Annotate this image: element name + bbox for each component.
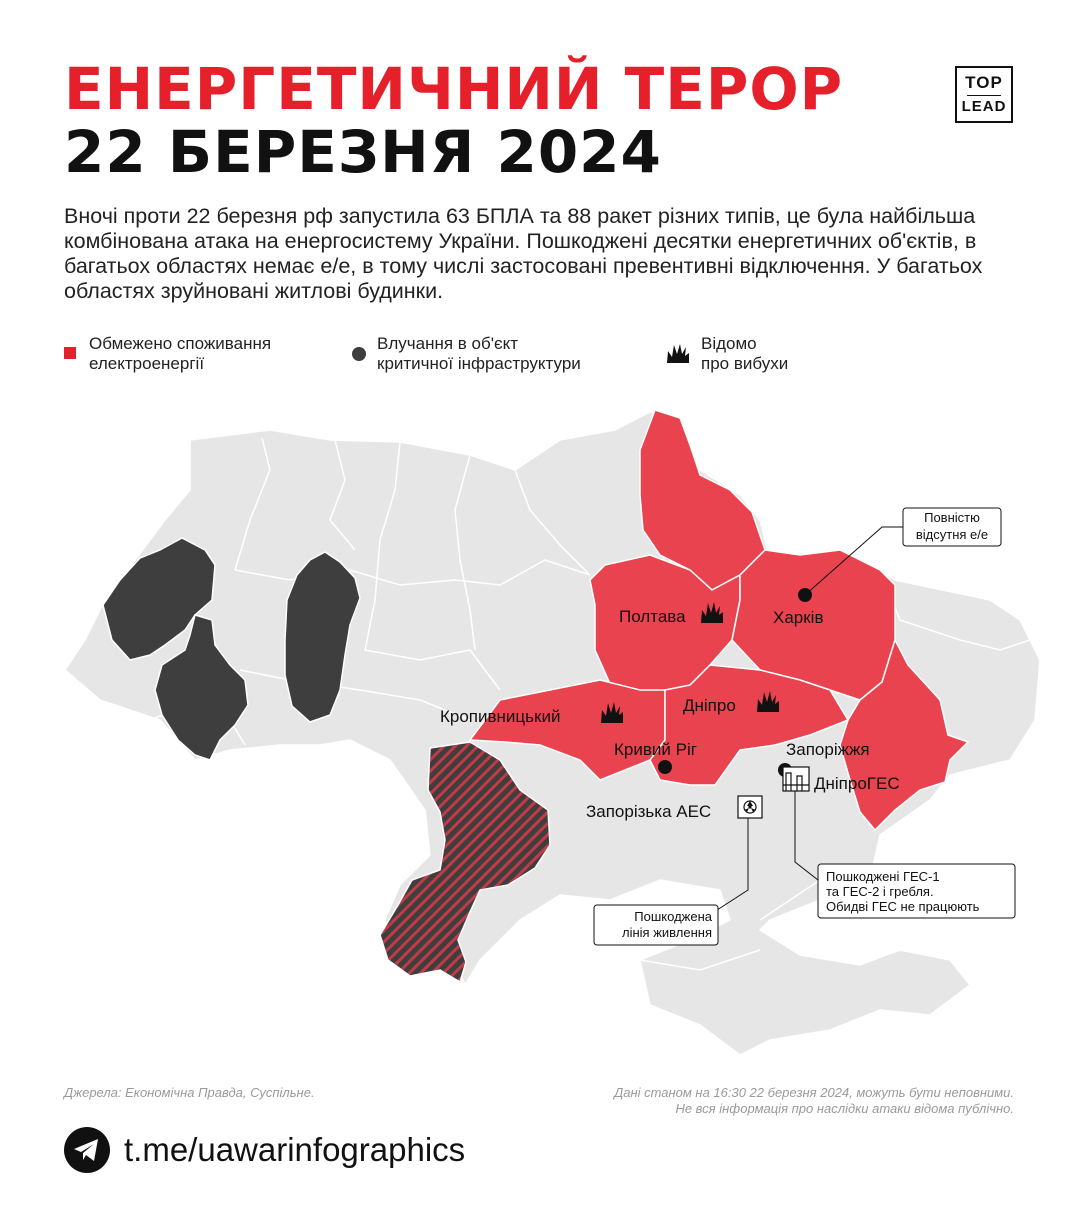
- city-label-dniprohes: ДніпроГЕС: [814, 774, 900, 793]
- logo-divider: [967, 95, 1001, 96]
- intro-paragraph: Вночі проти 22 березня рф запустила 63 БПЛА та 88 ракет різних типів, це була найбільша комбінована атака на енергосистему України. Пошкоджені десятки енергетичних об'єктів, в багатьох областях немає е/е, в тому числі застосовані превентивні відключення. У багатьох областях зруйновані житлові будинки.: [64, 204, 983, 303]
- callout-aes-line1: Пошкоджена: [634, 909, 712, 924]
- callout-aes-box: [594, 905, 718, 945]
- legend-infrastructure-hit: [352, 334, 581, 374]
- legend-explosions-line2: про вибухи: [701, 354, 789, 373]
- ukraine-map: [0, 390, 1080, 1070]
- legend-infrastructure-hit-line2: критичної інфраструктури: [377, 354, 581, 373]
- logo-bottom-text: LEAD: [961, 98, 1007, 115]
- legend-limited-power-line1: Обмежено споживання: [89, 334, 272, 353]
- callout-ges-box: [818, 864, 1015, 918]
- hit-marker-kharkiv: [798, 588, 812, 602]
- footer-note: [614, 1085, 1014, 1117]
- logo-top-text: TOP: [965, 73, 1003, 92]
- footer-sources: Джерела: Економічна Правда, Суспільне.: [64, 1085, 315, 1100]
- legend-explosions: [666, 334, 788, 374]
- title-line-1: ЕНЕРГЕТИЧНИЙ ТЕРОР: [64, 55, 844, 123]
- callout-ges-line3: Обидві ГЕС не працюють: [826, 899, 980, 914]
- city-label-kryvyi-rih: Кривий Ріг: [614, 740, 697, 759]
- callout-kharkiv-line2: відсутня е/е: [915, 527, 989, 542]
- telegram-icon[interactable]: [64, 1127, 110, 1173]
- explosion-icon: [666, 342, 690, 364]
- top-lead-logo: [955, 66, 1013, 123]
- city-label-kharkiv: Харків: [773, 608, 824, 627]
- callout-ges-line2: та ГЕС-2 і гребля.: [826, 884, 934, 899]
- legend-limited-power-line2: електроенергії: [89, 354, 205, 373]
- dark-dot-icon: [352, 347, 366, 361]
- callout-aes-line2: лінія живлення: [622, 925, 712, 940]
- footer-note-line1: Дані станом на 16:30 22 березня 2024, можуть бути неповними.: [614, 1085, 1014, 1100]
- legend-limited-power: [64, 334, 271, 374]
- footer-note-line2: Не вся інформація про наслідки атаки відома публічно.: [675, 1101, 1014, 1116]
- hit-marker-kryvyi-rih: [658, 760, 672, 774]
- city-label-zaporizhzhia: Запоріжжя: [786, 740, 870, 759]
- telegram-plane-icon: [64, 1127, 110, 1173]
- city-label-poltava: Полтава: [619, 607, 686, 626]
- city-label-zaporizka-aes: Запорізька АЕС: [586, 802, 712, 821]
- legend-infrastructure-hit-line1: Влучання в об'єкт: [377, 334, 519, 353]
- telegram-link[interactable]: t.me/uawarinfographics: [124, 1131, 466, 1168]
- hydro-plant-icon: [783, 767, 809, 791]
- title-line-2: 22 БЕРЕЗНЯ 2024: [64, 118, 662, 186]
- city-label-dnipro: Дніпро: [683, 696, 736, 715]
- callout-kharkiv-line1: Повністю: [924, 510, 980, 525]
- callout-kharkiv-box: [903, 508, 1001, 546]
- red-square-icon: [64, 347, 76, 359]
- legend-explosions-line1: Відомо: [701, 334, 757, 353]
- city-label-kropyvnytskyi: Кропивницький: [440, 707, 561, 726]
- nuclear-plant-icon: [738, 796, 762, 818]
- callout-ges-line1: Пошкоджені ГЕС-1: [826, 869, 940, 884]
